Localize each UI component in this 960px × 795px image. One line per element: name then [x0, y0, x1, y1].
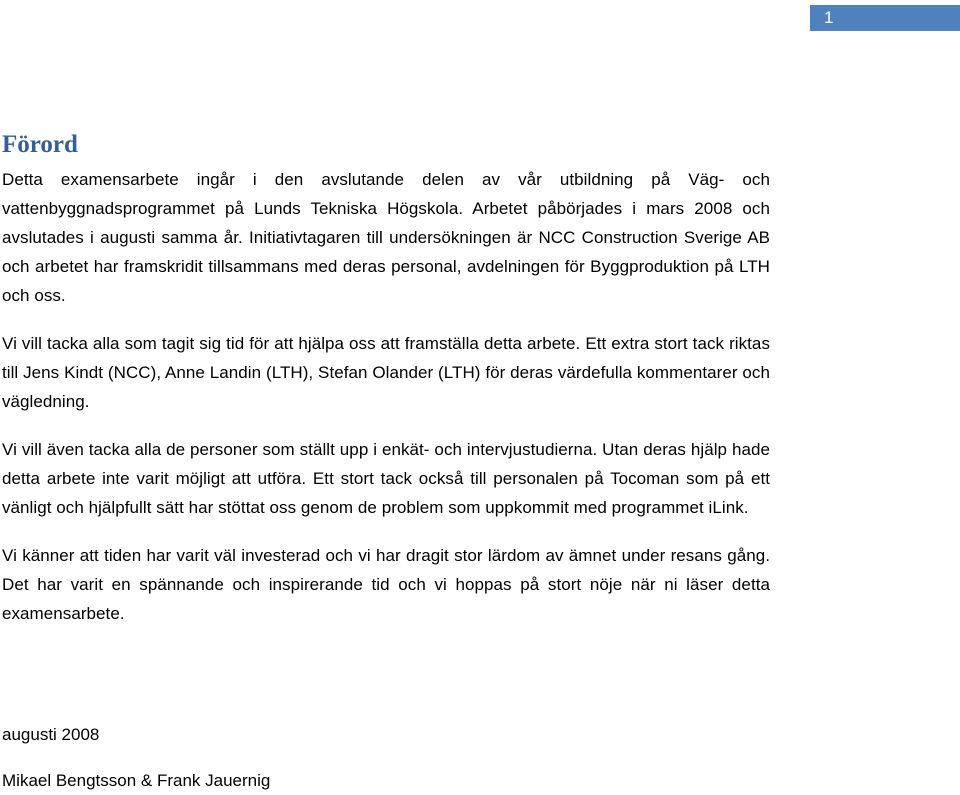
- signature-authors: Mikael Bengtsson & Frank Jauernig: [2, 771, 271, 790]
- paragraph-thanks: Vi vill tacka alla som tagit sig tid för att hjälpa oss att framställa detta arbete. Ett extra stort tack riktas till Jens Kindt (NCC), Anne Landin (LTH), Stefan Olander (LTH) för deras värdefulla kommentarer och vägledning.: [2, 334, 770, 411]
- signature-date: augusti 2008: [2, 725, 100, 744]
- preface-body: [2, 165, 770, 628]
- page-number: 1: [824, 8, 834, 27]
- page-number-badge: [810, 5, 960, 31]
- page-title: Förord: [2, 131, 78, 158]
- paragraph-intro: Detta examensarbete ingår i den avslutande delen av vår utbildning på Väg- och vattenbyggnadsprogrammet på Lunds Tekniska Högskola. Arbetet påbörjades i mars 2008 och avslutades i augusti samma år. Initiativtagaren till undersökningen är NCC Construction Sverige AB och arbetet har framskridit tillsammans med deras personal, avdelningen för Byggproduktion på LTH och oss.: [2, 170, 770, 305]
- paragraph-closing: Vi känner att tiden har varit väl investerad och vi har dragit stor lärdom av ämnet under resans gång. Det har varit en spännande och inspirerande tid och vi hoppas på stort nöje när ni läser detta examensarbete.: [2, 546, 770, 623]
- paragraph-participants: Vi vill även tacka alla de personer som ställt upp i enkät- och intervjustudierna. Utan deras hjälp hade detta arbete inte varit möjligt att utföra. Ett stort tack också till personalen på Tocoman som på ett vänligt och hjälpfullt sätt har stöttat oss genom de problem som uppkommit med programmet iLink.: [2, 440, 770, 517]
